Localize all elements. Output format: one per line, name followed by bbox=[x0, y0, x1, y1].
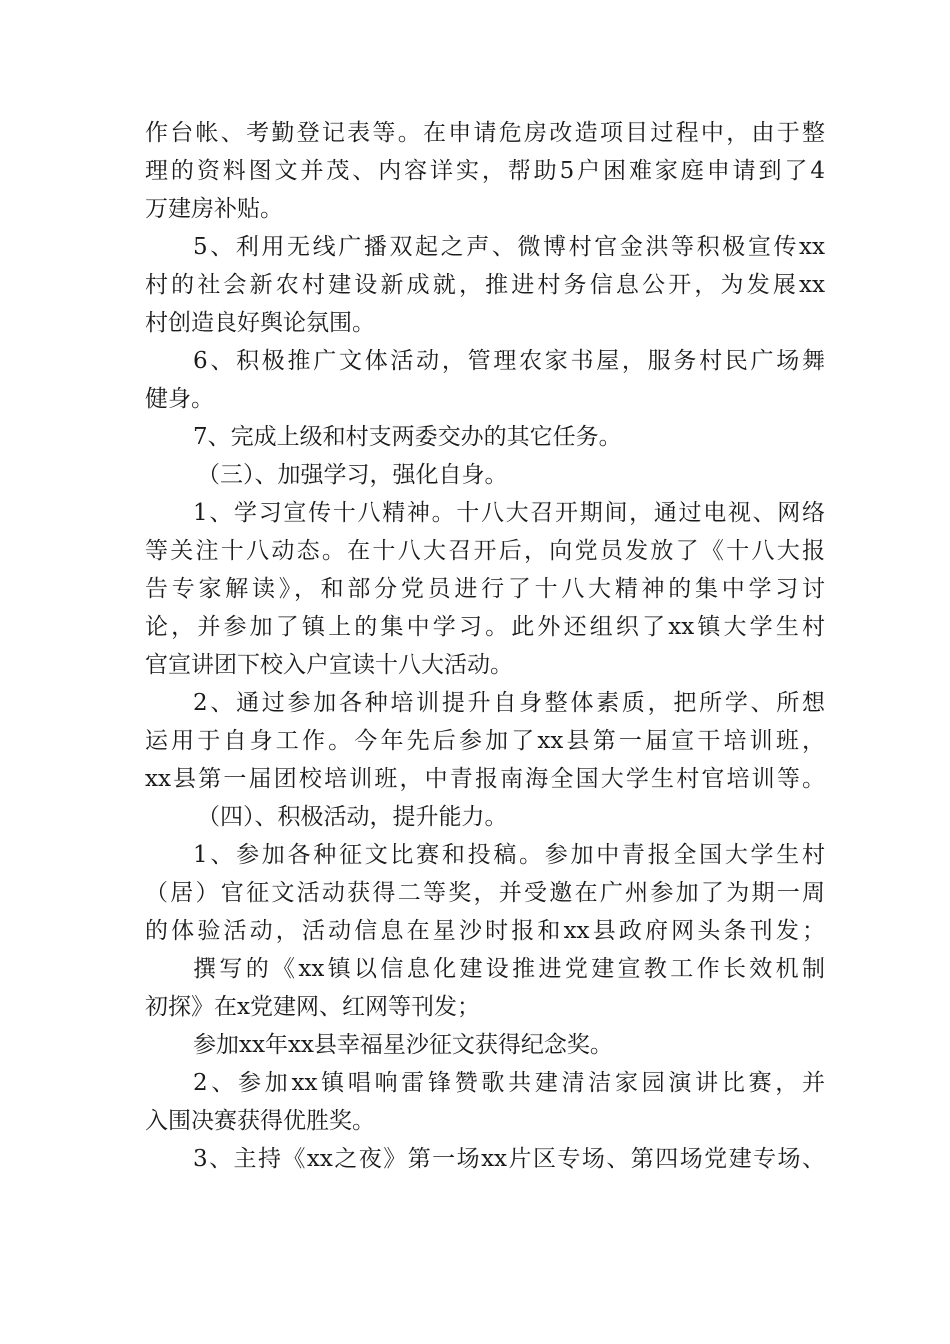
text-line: 村创造良好舆论氛围。 bbox=[145, 310, 375, 336]
text-line: 3、主持《xx之夜》第一场xx片区专场、第四场党建专场、 bbox=[193, 1146, 825, 1172]
text-line: 入围决赛获得优胜奖。 bbox=[145, 1108, 375, 1134]
text-line: 初探》在x党建网、红网等刊发； bbox=[145, 994, 480, 1020]
text-line: 1、参加各种征文比赛和投稿。参加中青报全国大学生村 bbox=[193, 842, 825, 868]
text-line: 撰写的《xx镇以信息化建设推进党建宣教工作长效机制 bbox=[193, 956, 825, 982]
text-line: 村的社会新农村建设新成就，推进村务信息公开，为发展xx bbox=[145, 272, 825, 298]
text-line: 健身。 bbox=[145, 386, 214, 412]
text-line: 运用于自身工作。今年先后参加了xx县第一届宣干培训班， bbox=[145, 728, 825, 754]
text-line: 1、学习宣传十八精神。十八大召开期间，通过电视、网络 bbox=[193, 500, 825, 526]
text-line: 5、利用无线广播双起之声、微博村官金洪等积极宣传xx bbox=[193, 234, 825, 260]
text-line: 2、通过参加各种培训提升自身整体素质，把所学、所想 bbox=[193, 690, 825, 716]
section-heading: （三）、加强学习，强化自身。 bbox=[197, 462, 508, 488]
text-line: 参加xx年xx县幸福星沙征文获得纪念奖。 bbox=[193, 1032, 613, 1058]
text-line: 6、积极推广文体活动，管理农家书屋，服务村民广场舞 bbox=[193, 348, 825, 374]
text-line: （居）官征文活动获得二等奖，并受邀在广州参加了为期一周 bbox=[145, 880, 825, 906]
text-line: 作台帐、考勤登记表等。在申请危房改造项目过程中，由于整 bbox=[145, 120, 825, 146]
text-line: 7、完成上级和村支两委交办的其它任务。 bbox=[193, 424, 622, 450]
document-body bbox=[145, 114, 825, 1178]
text-line: 万建房补贴。 bbox=[145, 196, 283, 222]
text-line: 等关注十八动态。在十八大召开后，向党员发放了《十八大报 bbox=[145, 538, 825, 564]
text-line: 的体验活动，活动信息在星沙时报和xx县政府网头条刊发； bbox=[145, 918, 825, 944]
text-line: 告专家解读》，和部分党员进行了十八大精神的集中学习讨 bbox=[145, 576, 825, 602]
text-line: xx县第一届团校培训班，中青报南海全国大学生村官培训等。 bbox=[145, 766, 825, 792]
text-line: 官宣讲团下校入户宣读十八大活动。 bbox=[145, 652, 513, 678]
text-line: 论，并参加了镇上的集中学习。此外还组织了xx镇大学生村 bbox=[145, 614, 825, 640]
text-line: 2、参加xx镇唱响雷锋赞歌共建清洁家园演讲比赛，并 bbox=[193, 1070, 825, 1096]
section-heading: （四）、积极活动，提升能力。 bbox=[197, 804, 508, 830]
text-line: 理的资料图文并茂、内容详实，帮助5户困难家庭申请到了4 bbox=[145, 158, 825, 184]
